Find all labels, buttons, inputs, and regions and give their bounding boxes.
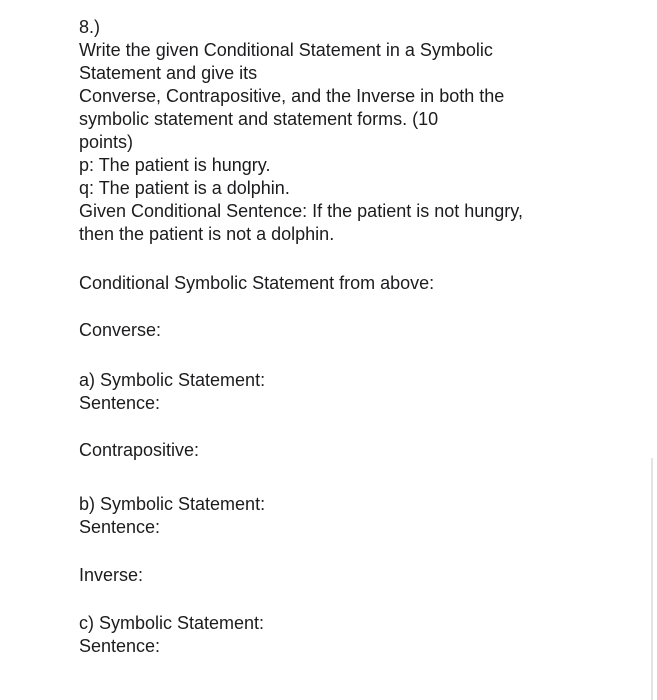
converse-sentence-label: Sentence: bbox=[79, 393, 161, 413]
prompt-line-2: Statement and give its bbox=[79, 63, 258, 83]
vertical-scrollbar[interactable] bbox=[651, 458, 653, 700]
prompt-line-3: Converse, Contrapositive, and the Inverse in both the bbox=[79, 86, 505, 106]
inverse-symbolic-label: c) Symbolic Statement: bbox=[79, 613, 265, 633]
contrapositive-sentence-label: Sentence: bbox=[79, 517, 161, 537]
conditional-symbolic-label: Conditional Symbolic Statement from above: bbox=[79, 273, 435, 293]
inverse-sentence-label: Sentence: bbox=[79, 636, 161, 656]
contrapositive-heading: Contrapositive: bbox=[79, 440, 200, 460]
converse-heading: Converse: bbox=[79, 320, 162, 340]
prompt-line-1: Write the given Conditional Statement in a Symbolic bbox=[79, 40, 493, 60]
given-sentence-line-2: then the patient is not a dolphin. bbox=[79, 224, 335, 244]
q-definition: q: The patient is a dolphin. bbox=[79, 178, 290, 198]
prompt-line-4: symbolic statement and statement forms. (10 bbox=[79, 109, 439, 129]
contrapositive-symbolic-label: b) Symbolic Statement: bbox=[79, 494, 266, 514]
inverse-heading: Inverse: bbox=[79, 565, 144, 585]
converse-symbolic-label: a) Symbolic Statement: bbox=[79, 370, 266, 390]
question-number: 8.) bbox=[79, 17, 101, 37]
prompt-line-5: points) bbox=[79, 132, 134, 152]
given-sentence-line-1: Given Conditional Sentence: If the patient is not hungry, bbox=[79, 201, 523, 221]
p-definition: p: The patient is hungry. bbox=[79, 155, 271, 175]
